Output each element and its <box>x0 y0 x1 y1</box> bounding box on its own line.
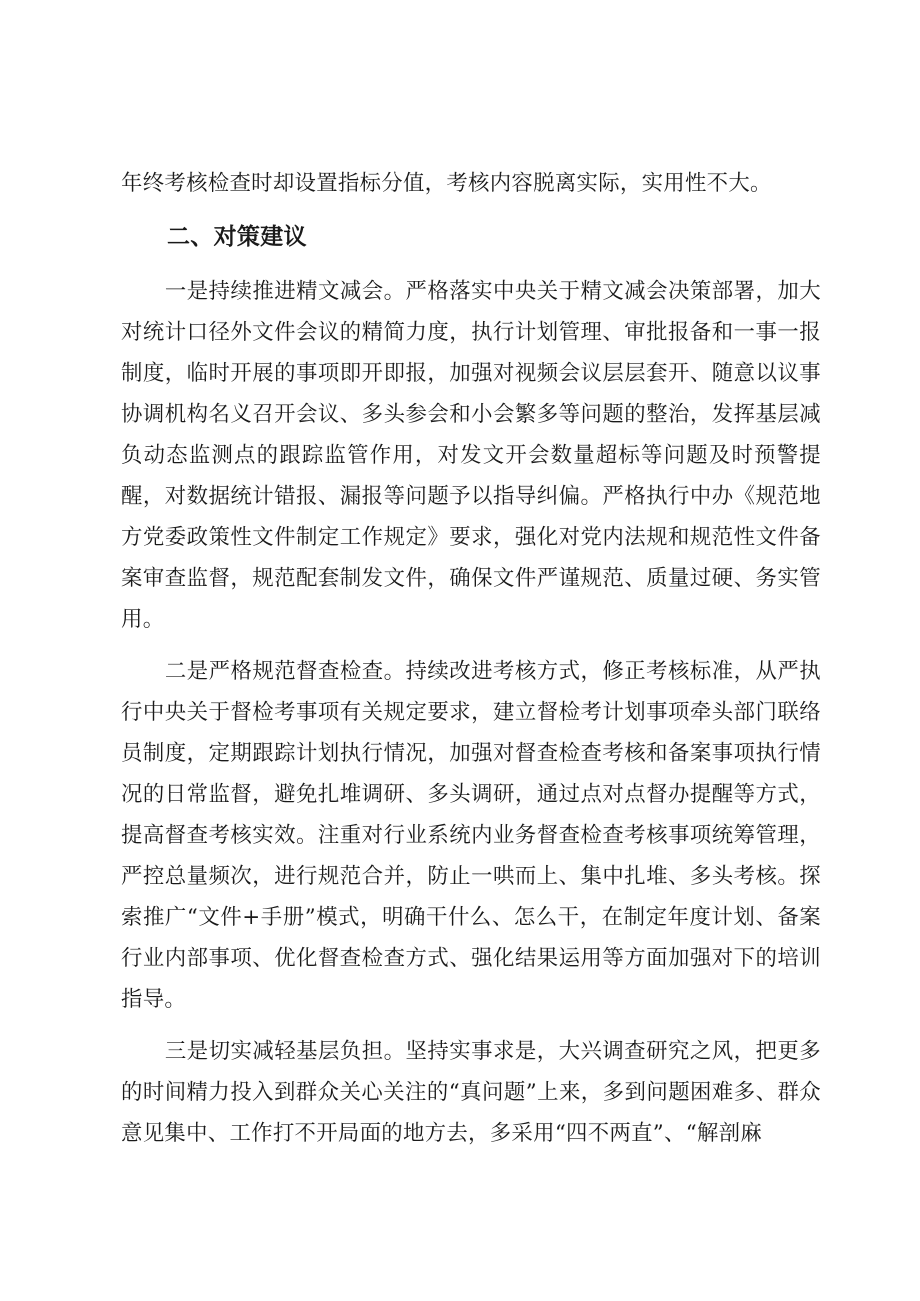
paragraph-reduce-burden: 三是切实减轻基层负担。坚持实事求是，大兴调查研究之风，把更多的时间精力投入到群众关心关注的“真问题”上来，多到问题困难多、群众意见集中、工作打不开局面的地方去，多采用“四不两直”、“解剖麻 <box>121 1039 821 1146</box>
document-body <box>121 163 821 1154</box>
continuation-paragraph: 年终考核检查时却设置指标分值，考核内容脱离实际，实用性不大。 <box>121 171 772 196</box>
paragraph-regulate-inspections: 二是严格规范督查检查。持续改进考核方式，修正考核标准，从严执行中央关于督检考事项有关规定要求，建立督检考计划事项牵头部门联络员制度，定期跟踪计划执行情况，加强对督查检查考核和备案事项执行情况的日常监督，避免扎堆调研、多头调研，通过点对点督办提醒等方式，提高督查考核实效。注重对行业系统内业务督查检查考核事项统筹管理，严控总量频次，进行规范合并，防止一哄而上、集中扎堆、多头考核。探索推广“文件+手册”模式，明确干什么、怎么干，在制定年度计划、备案行业内部事项、优化督查检查方式、强化结果运用等方面加强对下的培训指导。 <box>121 659 821 1012</box>
paragraph-streamline-documents: 一是持续推进精文减会。严格落实中央关于精文减会决策部署，加大对统计口径外文件会议的精简力度，执行计划管理、审批报备和一事一报制度，临时开展的事项即开即报，加强对视频会议层层套开、随意以议事协调机构名义召开会议、多头参会和小会繁多等问题的整治，发挥基层减负动态监测点的跟踪监管作用，对发文开会数量超标等问题及时预警提醒，对数据统计错报、漏报等问题予以指导纠偏。严格执行中办《规范地方党委政策性文件制定工作规定》要求，强化对党内法规和规范性文件备案审查监督，规范配套制发文件，确保文件严谨规范、质量过硬、务实管用。 <box>121 279 821 632</box>
section-heading: 二、对策建议 <box>167 224 307 250</box>
